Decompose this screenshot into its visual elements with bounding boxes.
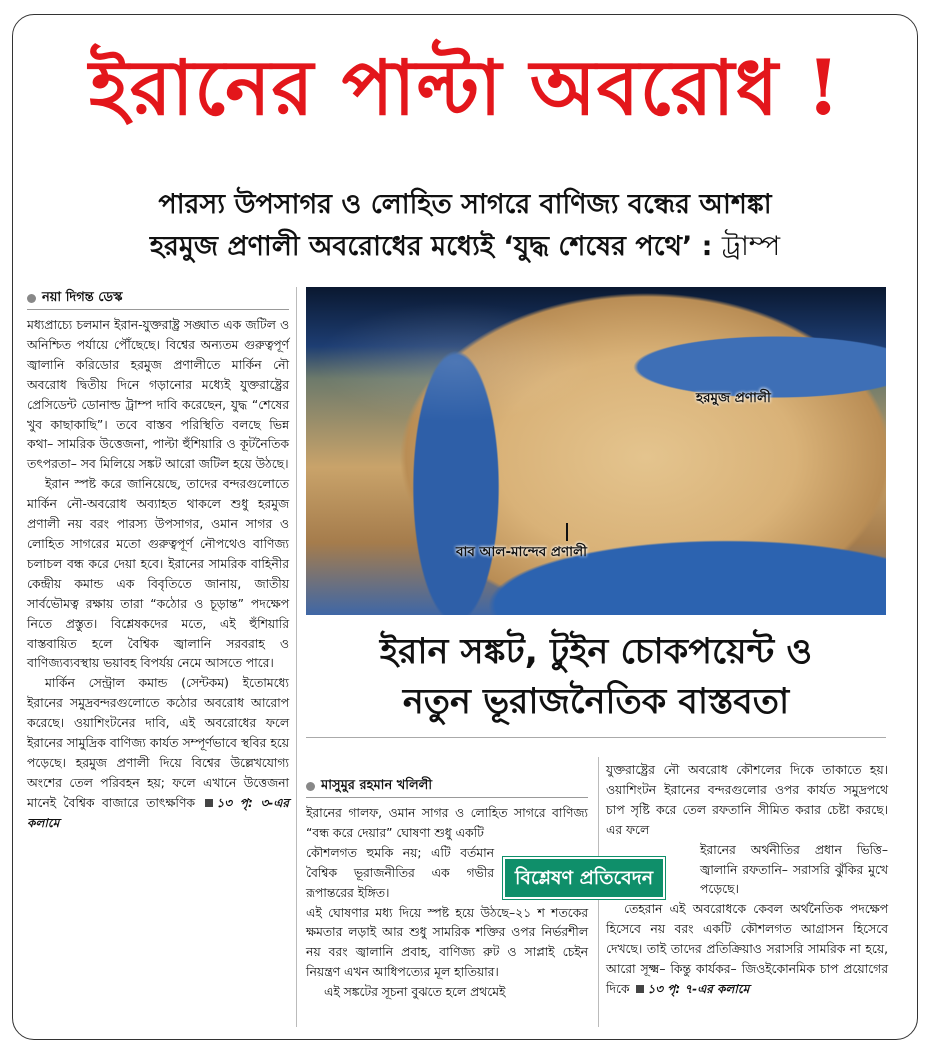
bullet-icon <box>27 294 36 303</box>
lead-article <box>27 287 289 834</box>
subheadline-2 <box>13 229 917 265</box>
section-divider <box>306 737 886 738</box>
lead-body <box>27 316 289 834</box>
analysis-continued: ১৩ পৃ: ৭-এর কলামে <box>647 981 750 996</box>
map-label-bab-el-mandeb: বাব আল-মান্দেব প্রণালী <box>456 544 588 560</box>
region-map-image <box>306 287 886 615</box>
analysis-para-2: এই সঙ্কটের সূচনা বুঝতে হলে প্রথমেই <box>324 985 506 1000</box>
lead-paragraph-3-text: মার্কিন সেন্ট্রাল কমান্ড (সেন্টকম) ইতোমধ্যে ইরানের সমুদ্রবন্দরগুলোতে কঠোর অবরোধ আরোপ করেছে। ওয়াশিংটনের দাবি, এই অবরোধের ফলে ইরানের সামুদ্রিক বাণিজ্য কার্যত সম্পূর্ণভাবে স্থবির হয়ে পড়েছে। হরমুজ প্রণালী দিয়ে বিশ্বের উল্লেখযোগ্য অংশের তেল পরিবহন হয়; ফলে এখানে উত্তেজনা মানেই বৈশ্বিক বাজারে তাৎক্ষণিক <box>27 676 289 810</box>
lead-paragraph-3 <box>27 674 289 833</box>
map-label-hormuz: হরমুজ প্রণালী <box>696 390 771 406</box>
lead-byline-text: নয়া দিগন্ত ডেস্ক <box>42 289 123 305</box>
lead-paragraph-2: ইরান স্পষ্ট করে জানিয়েছে, তাদের বন্দরগুলোতে মার্কিন নৌ-অবরোধ অব্যাহত থাকলে শুধু হরমুজ প্রণালী নয় বরং পারস্য উপসাগর, ওমান সাগর ও লোহিত সাগরের মতো গুরুত্বপূর্ণ নৌপথেও বাণিজ্য চলাচল বন্ধ করে দেয়া হবে। ইরানের সামরিক বাহিনীর কেন্দ্রীয় কমান্ড এক বিবৃতিতে জানায়, জাতীয় সার্বভৌমত্ব রক্ষায় তারা “কঠোর ও চূড়ান্ত” পদক্ষেপ নিতে প্রস্তুত। বিশ্লেষকদের মতে, এই হুঁশিয়ারি বাস্তবায়িত হলে বৈশ্বিক জ্বালানি সরবরাহ ও বাণিজ্যব্যবস্থায় ভয়াবহ বিপর্যয় নেমে আসতে পারে। <box>27 477 289 671</box>
stop-square-icon <box>636 985 644 993</box>
bullet-icon <box>306 782 315 791</box>
newspaper-page <box>12 14 918 1040</box>
analysis-para-1a: ইরানের গালফ, ওমান সাগর ও লোহিত সাগরে বাণিজ্য “বন্ধ করে দেয়ার” ঘোষণা শুধু একটি <box>306 806 588 840</box>
analysis-byline-text: মাসুমুর রহমান খলিলী <box>321 777 433 793</box>
subheadline-1: পারস্য উপসাগর ও লোহিত সাগরে বাণিজ্য বন্ধের আশঙ্কা <box>158 189 772 220</box>
analysis-body-1 <box>306 804 588 1003</box>
analysis-para-4 <box>606 900 888 1000</box>
analysis-byline <box>306 775 588 798</box>
column-rule-left <box>296 287 297 1027</box>
analysis-title-line-1: ইরান সঙ্কট, টুইন চোকপয়েন্ট ও <box>379 632 813 672</box>
analysis-title-line-2: নতুন ভূরাজনৈতিক বাস্তবতা <box>402 682 790 722</box>
analysis-para-3a: যুক্তরাষ্ট্রের নৌ অবরোধ কৌশলের দিকে তাকাতে হয়। ওয়াশিংটন ইরানের বন্দরগুলোর ওপর কার্যত সমুদ্রপথে চাপ সৃষ্টি করে তেল রফতানি সীমিত করার চেষ্টা করছে। এর ফলে <box>606 763 888 837</box>
stop-square-icon <box>205 799 213 807</box>
subheadline-2-main: হরমুজ প্রণালী অবরোধের মধ্যেই ‘যুদ্ধ শেষের পথে’ : <box>149 231 722 262</box>
analysis-para-3b: ইরানের অর্থনীতির প্রধান ভিত্তি– জ্বালানি রফতানি– সরাসরি ঝুঁকির মুখে পড়েছে। <box>700 842 888 897</box>
lead-continued: ১৩ পৃ: ৩-এর কলামে <box>27 795 289 830</box>
analysis-para-1c: এই ঘোষণার মধ্য দিয়ে স্পষ্ট হয়ে উঠছে–২১ শ শতকের ক্ষমতার লড়াই আর শুধু সামরিক শক্তির ওপর নির্ভরশীল নয় বরং জ্বালানি প্রবাহ, বাণিজ্য রুট ও সাপ্লাই চেইন নিয়ন্ত্রণ এখন আধিপত্যের মূল হাতিয়ার। <box>306 905 588 980</box>
analysis-badge: বিশ্লেষণ প্রতিবেদন <box>503 857 665 899</box>
map-pointer-line <box>566 523 568 541</box>
lead-byline <box>27 287 289 310</box>
main-headline: ইরানের পাল্টা অবরোধ ! <box>89 43 841 132</box>
lead-paragraph-1: মধ্যপ্রাচ্যে চলমান ইরান-যুক্তরাষ্ট্র সঙ্ঘাত এক জটিল ও অনিশ্চিত পর্যায়ে পৌঁছেছে। বিশ্বের অন্যতম গুরুত্বপূর্ণ জ্বালানি করিডোর হরমুজ প্রণালীতে মার্কিন নৌ অবরোধ দ্বিতীয় দিনে গড়ানোর মধ্যেই যুক্তরাষ্ট্রের প্রেসিডেন্ট ডোনাল্ড ট্রাম্প দাবি করেছেন, যুদ্ধ “শেষের খুব কাছাকাছি”। তবে বাস্তব পরিস্থিতি বলছে ভিন্ন কথা– সামরিক উত্তেজনা, পাল্টা হুঁশিয়ারি ও কূটনৈতিক তৎপরতা– সব মিলিয়ে সঙ্কট আরো জটিল হয়ে উঠছে। <box>27 318 289 472</box>
analysis-para-1b: কৌশলগত হুমকি নয়; এটি বর্তমান বৈশ্বিক ভূরাজনীতির এক গভীর রূপান্তরের ইঙ্গিত। <box>306 845 494 900</box>
subheadline-2-source: ট্রাম্প <box>721 231 781 262</box>
analysis-para-4-text: তেহরান এই অবরোধকে কেবল অর্থনৈতিক পদক্ষেপ হিসেবে নয় বরং একটি কৌশলগত আগ্রাসন হিসেবে দেখছে। তাই তাদের প্রতিক্রিয়াও সরাসরি সামরিক না হয়ে, আরো সূক্ষ্ম– কিন্তু কার্যকর– জিওইকোনমিক চাপ প্রয়োগের দিকে <box>606 902 888 996</box>
analysis-title <box>306 627 886 727</box>
